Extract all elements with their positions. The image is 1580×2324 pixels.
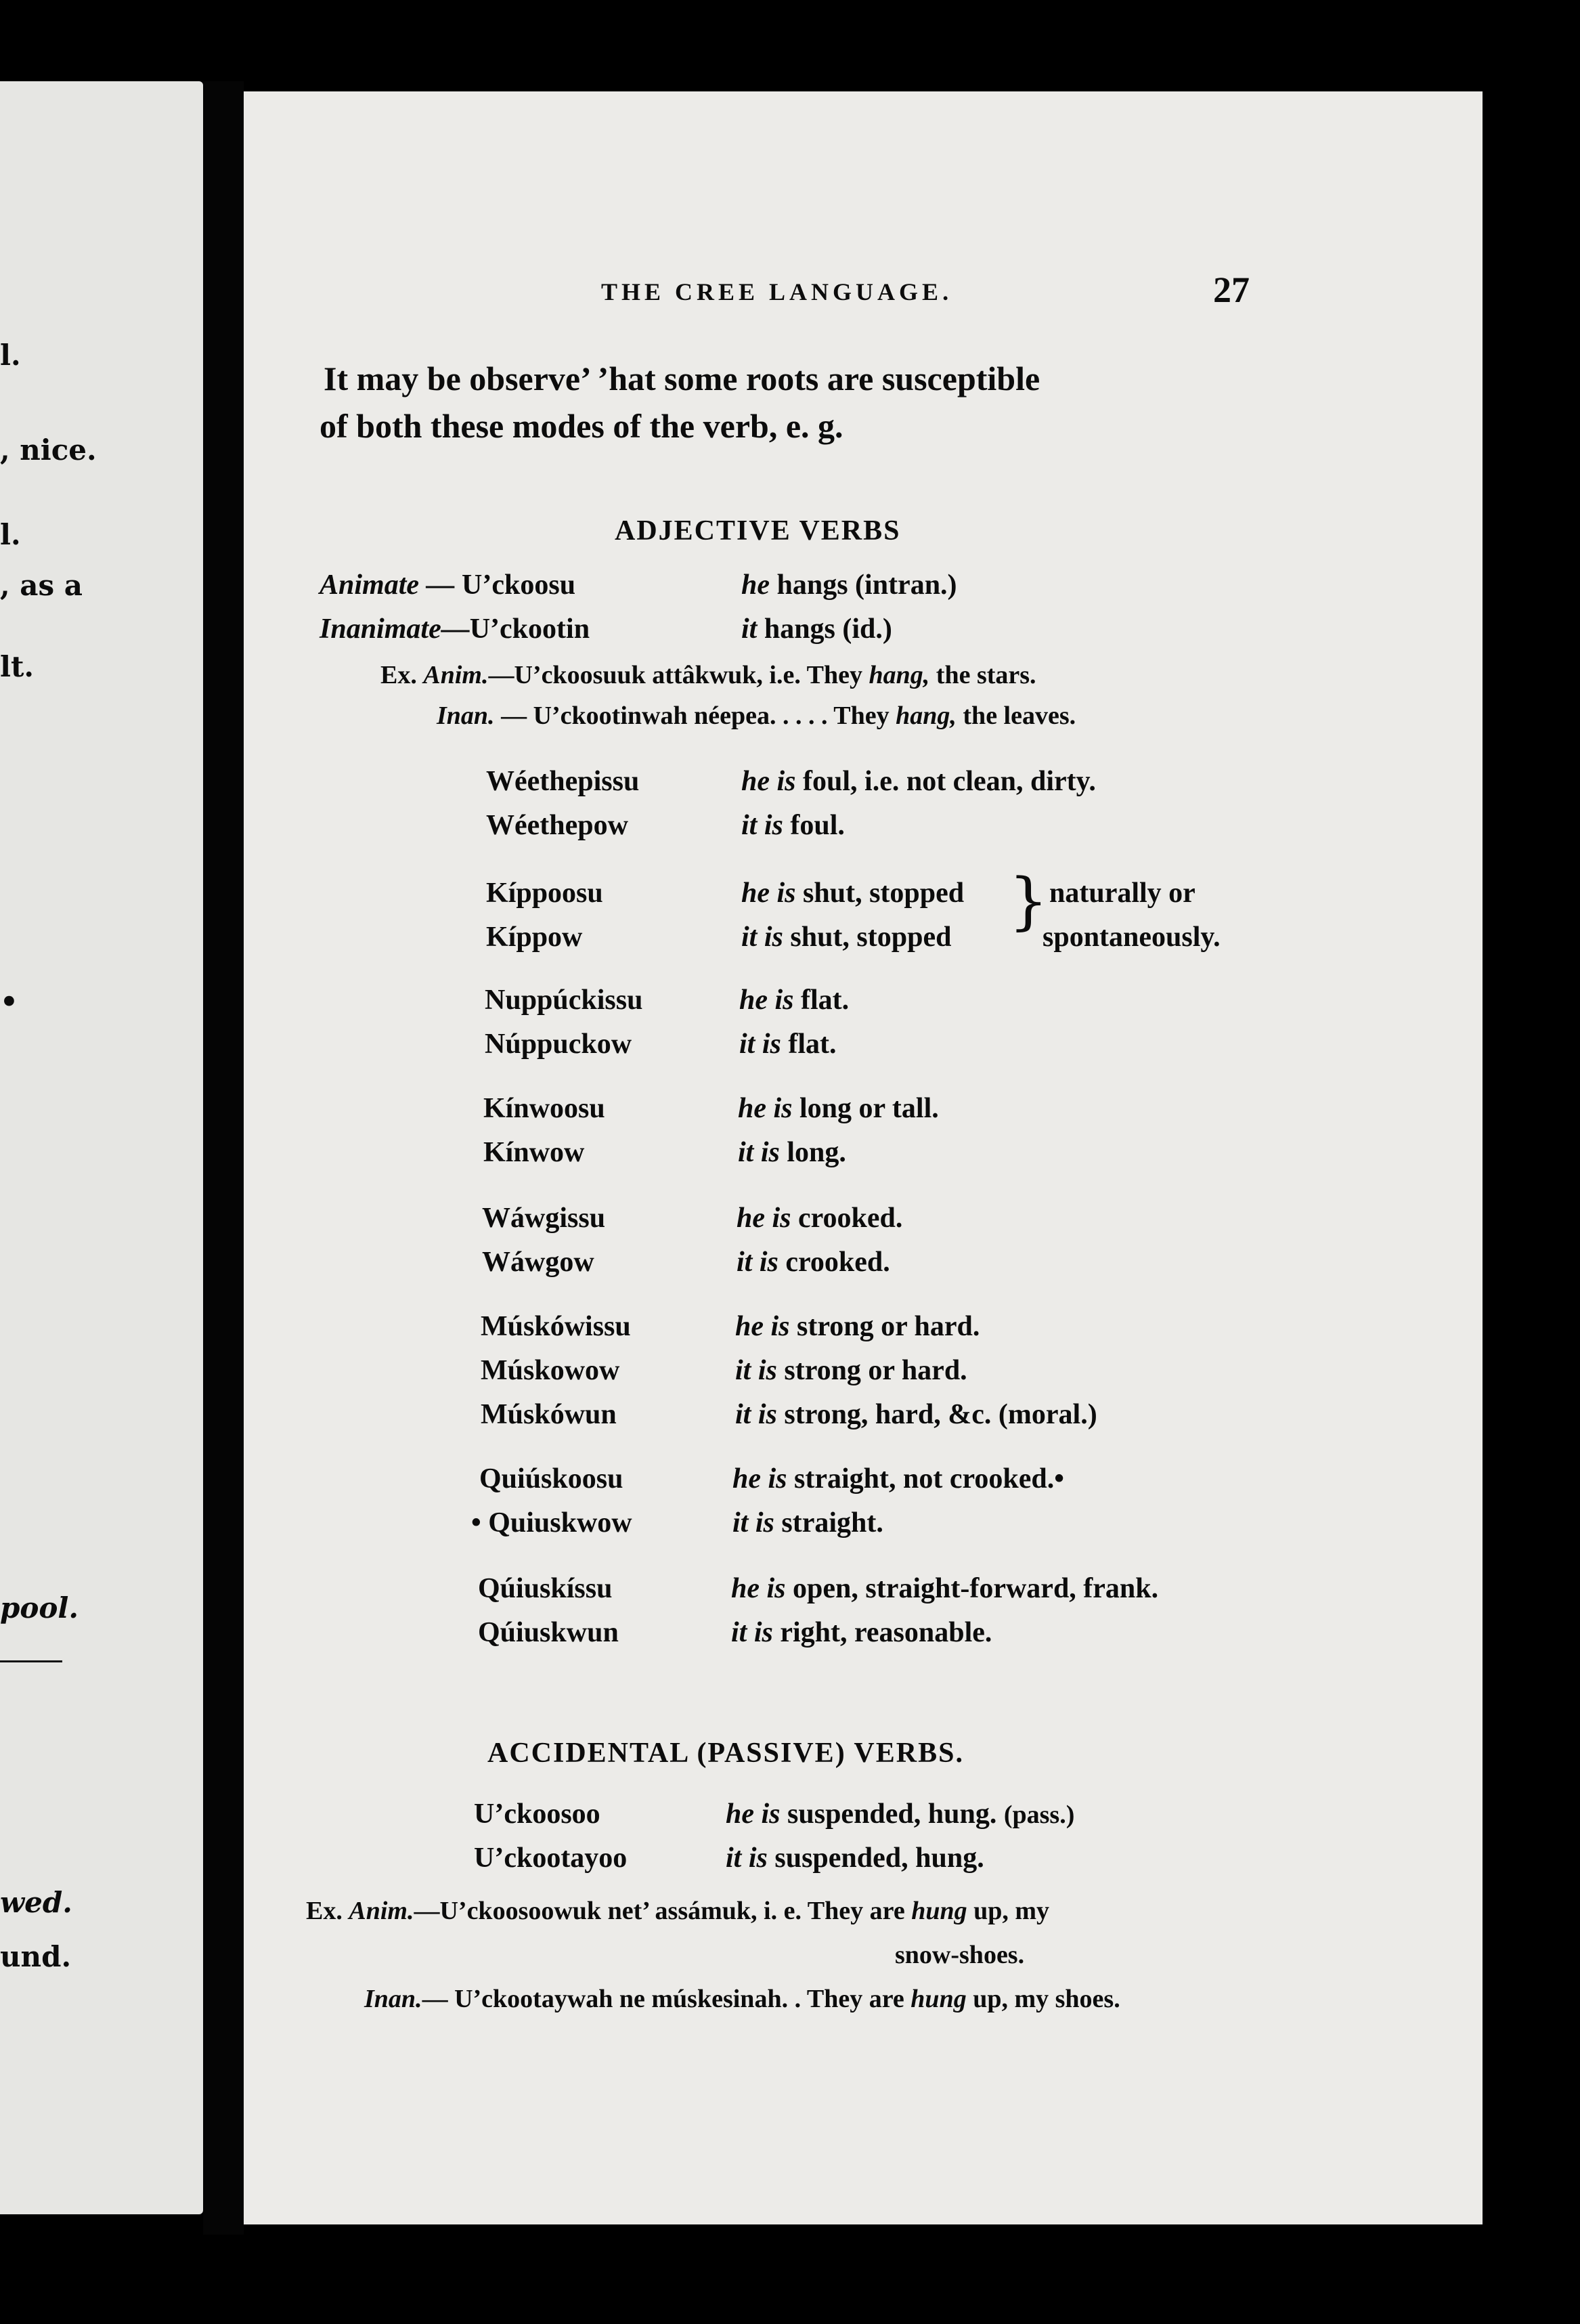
entry-word: Qúiuskwun (478, 1617, 619, 1648)
entry-meaning: he is strong or hard. (735, 1311, 980, 1342)
entry-word: Wáwgissu (482, 1203, 606, 1234)
entry-word: U’ckoosoo (474, 1799, 600, 1830)
left-rule (0, 1660, 62, 1662)
entry-word: Múskówun (481, 1399, 617, 1430)
entry-meaning: he is straight, not crooked.• (732, 1463, 1064, 1494)
entry-meaning: it is foul. (741, 810, 845, 841)
entry-word: Kíppow (486, 922, 583, 953)
entry-meaning: he is shut, stopped (741, 878, 965, 909)
entry-meaning: it is strong, hard, &c. (moral.) (735, 1399, 1097, 1430)
entry-meaning: it is strong or hard. (735, 1355, 967, 1386)
brace-note-line-1: naturally or (1049, 878, 1195, 909)
left-fragment: l. (0, 518, 21, 551)
left-fragment: lt. (0, 650, 34, 683)
entry-word: Qúiuskíssu (478, 1573, 613, 1604)
entry-meaning: he is flat. (739, 985, 850, 1016)
entry-meaning: it is straight. (732, 1507, 883, 1538)
left-fragment: wed. (0, 1886, 72, 1919)
entry-word: Kínwow (483, 1137, 585, 1168)
entry-meaning: it is long. (738, 1137, 846, 1168)
left-fragment: , as a (0, 569, 83, 602)
entry-word: Wéethepissu (486, 766, 640, 797)
entry-word: Kíppoosu (486, 878, 603, 909)
entry-meaning: he is long or tall. (738, 1093, 939, 1124)
left-fragment: und. (0, 1940, 72, 1973)
entry-meaning: he is foul, i.e. not clean, dirty. (741, 766, 1096, 797)
entry-word: Kínwoosu (483, 1093, 605, 1124)
brace-note-line-2: spontaneously. (1043, 922, 1221, 953)
left-fragment: l. (0, 339, 21, 372)
entry-meaning: it is suspended, hung. (726, 1843, 984, 1874)
section-heading-accidental-verbs: ACCIDENTAL (PASSIVE) VERBS. (487, 1738, 964, 1769)
entry-word: • Quiuskwow (471, 1507, 632, 1538)
left-fragment: • (0, 985, 18, 1018)
section-heading-adjective-verbs: ADJECTIVE VERBS (615, 515, 901, 546)
entry-meaning: it is flat. (739, 1029, 837, 1060)
intro-line-2: of both these modes of the verb, e. g. (320, 407, 843, 445)
entry-meaning: it is right, reasonable. (731, 1617, 992, 1648)
example-animate: Ex. Anim.—U’ckoosuuk attâkwuk, i.e. They hang, the stars. (380, 661, 1036, 689)
entry-meaning: he is suspended, hung. (pass.) (726, 1799, 1075, 1830)
example-inanimate: Inan. — U’ckootinwah néepea. . . . . They hang, the leaves. (437, 702, 1076, 730)
accidental-example-continuation: snow-shoes. (895, 1941, 1025, 1969)
lead-line-animate: Animate — U’ckoosu (320, 569, 576, 601)
entry-meaning: it is shut, stopped (741, 922, 952, 953)
entry-meaning: he is crooked. (737, 1203, 903, 1234)
lead-meaning-animate: he hangs (intran.) (741, 569, 957, 601)
accidental-example-inanimate: Inan.— U’ckootaywah ne múskesinah. . They are hung up, my shoes. (364, 1985, 1120, 2013)
page-number: 27 (1213, 270, 1250, 310)
book-gutter (203, 81, 244, 2235)
entry-word: Nuppúckissu (485, 985, 643, 1016)
entry-word: Múskowow (481, 1355, 620, 1386)
running-title: THE CREE LANGUAGE. (601, 278, 953, 305)
accidental-example-animate: Ex. Anim.—U’ckoosoowuk net’ assámuk, i. e. They are hung up, my (306, 1897, 1050, 1925)
entry-word: U’ckootayoo (474, 1843, 628, 1874)
intro-line-1: It may be observe’ ’hat some roots are susceptible (324, 360, 1040, 397)
left-fragment: , nice. (0, 433, 97, 467)
entry-word: Quiúskoosu (479, 1463, 623, 1494)
right-page (244, 91, 1483, 2224)
entry-word: Wáwgow (482, 1247, 594, 1278)
left-page-fragment (0, 81, 203, 2214)
entry-word: Múskówissu (481, 1311, 631, 1342)
lead-line-inanimate: Inanimate—U’ckootin (320, 614, 590, 645)
lead-meaning-inanimate: it hangs (id.) (741, 614, 892, 645)
left-fragment: pool. (0, 1591, 79, 1624)
entry-meaning: it is crooked. (737, 1247, 890, 1278)
right-brace: } (1009, 865, 1049, 937)
entry-word: Núppuckow (485, 1029, 632, 1060)
entry-word: Wéethepow (486, 810, 628, 841)
entry-meaning: he is open, straight-forward, frank. (731, 1573, 1159, 1604)
